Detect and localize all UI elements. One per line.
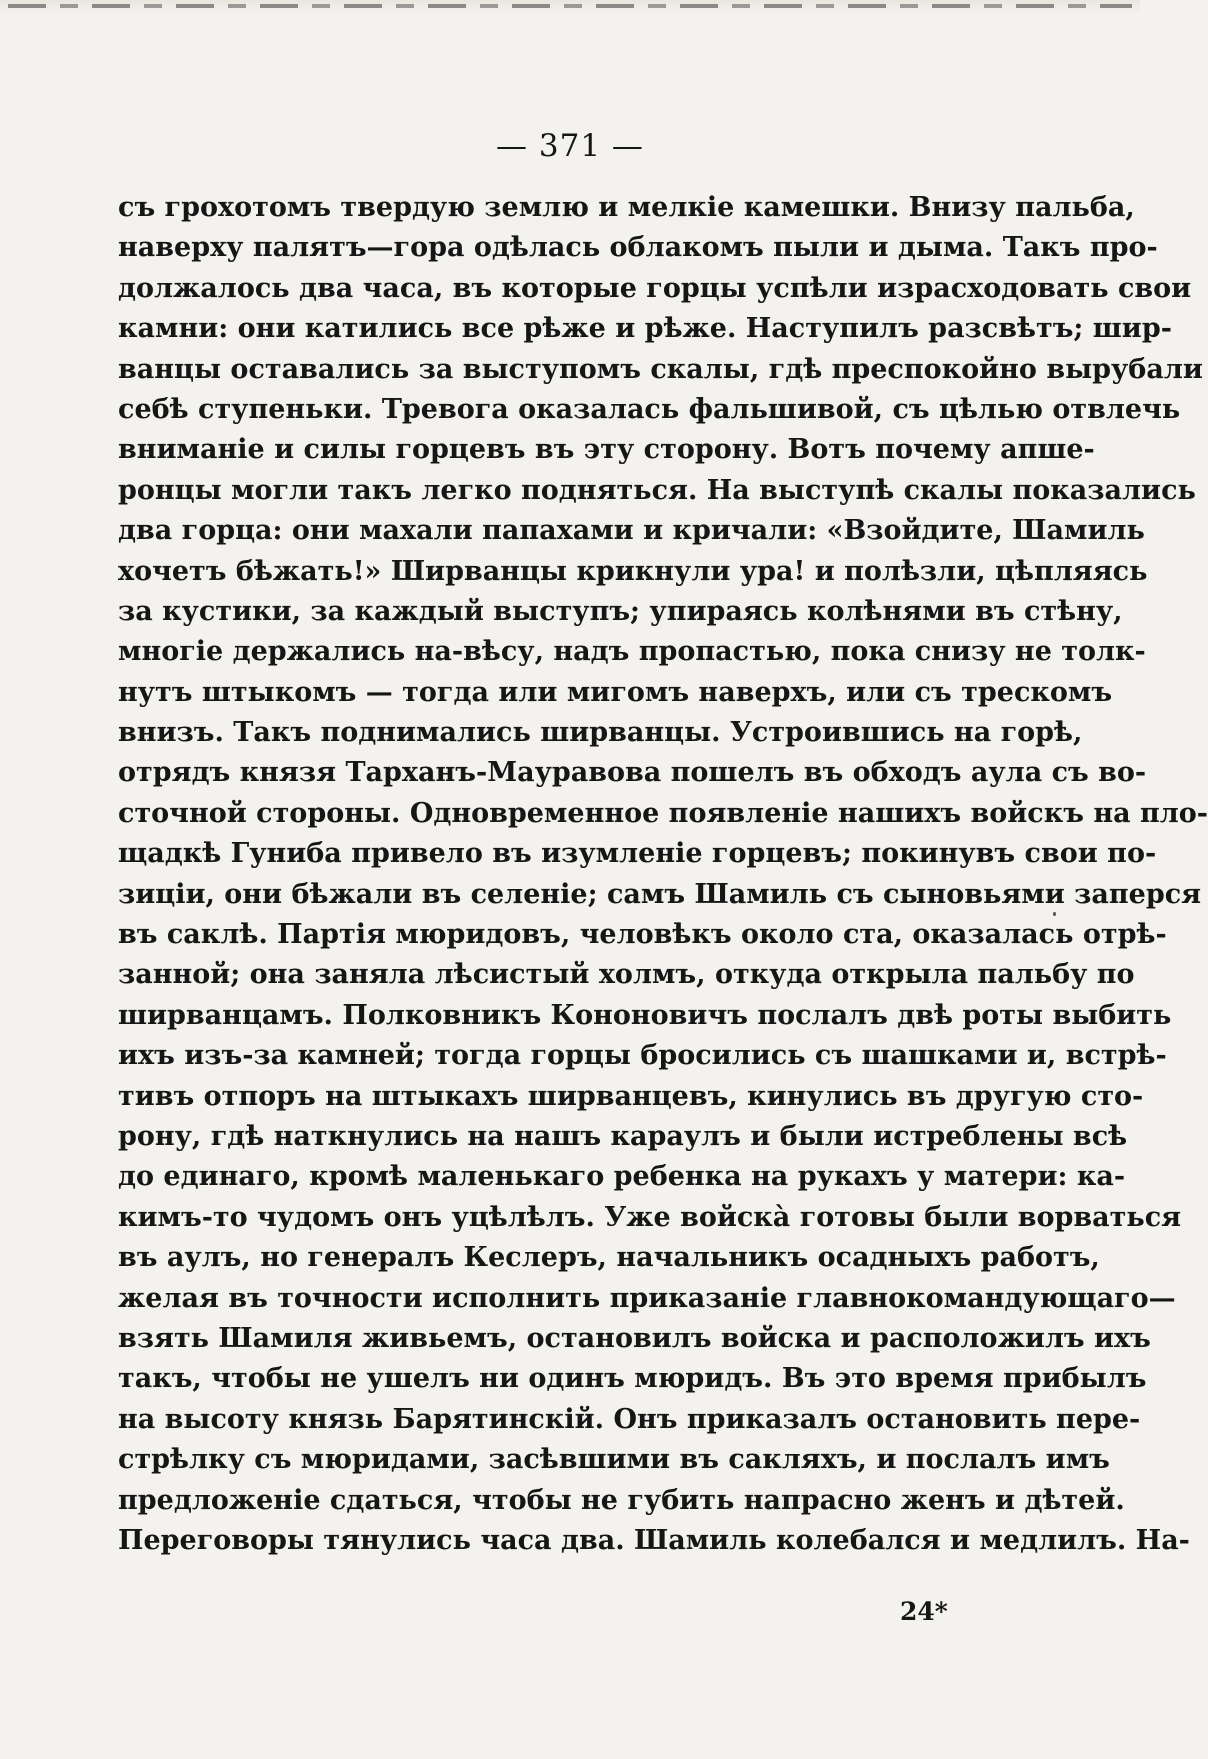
- text-line: занной; она заняла лѣсистый холмъ, откуда открыла пальбу по: [118, 959, 1135, 991]
- text-line: въ аулъ, но генералъ Кеслеръ, начальникъ осадныхъ работъ,: [118, 1242, 1100, 1274]
- text-line: зиціи, они бѣжали въ селеніе; самъ Шамиль съ сыновьями заперся: [118, 878, 1202, 910]
- scan-speck: [1053, 912, 1056, 916]
- page-number: — 371 —: [496, 128, 644, 164]
- text-line: хочетъ бѣжать!» Ширванцы крикнули ура! и полѣзли, цѣпляясь: [118, 555, 1148, 587]
- text-line: тивъ отпоръ на штыкахъ ширванцевъ, кинулись въ другую сто-: [118, 1080, 1144, 1112]
- text-line: отрядъ князя Тарханъ-Мауравова пошелъ въ обходъ аула съ во-: [118, 757, 1147, 789]
- text-line: на высоту князь Барятинскій. Онъ приказалъ остановить пере-: [118, 1403, 1141, 1435]
- text-line: въ саклѣ. Партія мюридовъ, человѣкъ около ста, оказалась отрѣ-: [118, 919, 1167, 951]
- text-line: Переговоры тянулись часа два. Шамиль колебался и медлилъ. На-: [118, 1524, 1190, 1556]
- text-line: ванцы оставались за выступомъ скалы, гдѣ преспокойно вырубали: [118, 353, 1203, 385]
- text-line: вниманіе и силы горцевъ въ эту сторону. Вотъ почему апше-: [118, 434, 1095, 466]
- text-line: до единаго, кромѣ маленькаго ребенка на рукахъ у матери: ка-: [118, 1161, 1126, 1193]
- text-line: камни: они катились все рѣже и рѣже. Наступилъ разсвѣтъ; шир-: [118, 313, 1172, 345]
- text-line: желая въ точности исполнить приказаніе главнокомандующаго—: [118, 1282, 1176, 1314]
- text-line: внизъ. Такъ поднимались ширванцы. Устроившись на горѣ,: [118, 717, 1083, 749]
- text-line: рону, гдѣ наткнулись на нашъ караулъ и были истреблены всѣ: [118, 1120, 1128, 1152]
- text-line: сточной стороны. Одновременное появленіе нашихъ войскъ на пло-: [118, 797, 1208, 829]
- text-line: щадкѣ Гуниба привело въ изумленіе горцевъ; покинувъ свои по-: [118, 838, 1157, 870]
- printer-signature-mark: 24*: [900, 1597, 948, 1626]
- text-line: взять Шамиля живьемъ, остановилъ войска и расположилъ ихъ: [118, 1322, 1151, 1354]
- text-line: должалось два часа, въ которые горцы успѣли израсходовать свои: [118, 272, 1192, 304]
- text-line: многіе держались на-вѣсу, надъ пропастью, пока снизу не толк-: [118, 636, 1146, 668]
- text-line: наверху палятъ—гора одѣлась облакомъ пыли и дыма. Такъ про-: [118, 232, 1158, 264]
- text-line: предложеніе сдаться, чтобы не губить напрасно женъ и дѣтей.: [118, 1484, 1125, 1516]
- text-line: стрѣлку съ мюридами, засѣвшими въ сакляхъ, и послалъ имъ: [118, 1444, 1110, 1476]
- text-line: кимъ-то чудомъ онъ уцѣлѣлъ. Уже войскà готовы были ворваться: [118, 1201, 1182, 1233]
- text-line: за кустики, за каждый выступъ; упираясь колѣнями въ стѣну,: [118, 595, 1123, 627]
- scan-top-rule: [8, 4, 1132, 8]
- scan-top-edge: [0, 0, 1140, 14]
- text-line: ихъ изъ-за камней; тогда горцы бросились съ шашками и, встрѣ-: [118, 1040, 1167, 1072]
- text-line: нутъ штыкомъ — тогда или мигомъ наверхъ, или съ трескомъ: [118, 676, 1113, 708]
- text-line: себѣ ступеньки. Тревога оказалась фальшивой, съ цѣлью отвлечь: [118, 393, 1181, 425]
- body-text: [118, 188, 1208, 1561]
- text-line: съ грохотомъ твердую землю и мелкіе камешки. Внизу пальба,: [118, 192, 1135, 223]
- text-line: такъ, чтобы не ушелъ ни одинъ мюридъ. Въ это время прибылъ: [118, 1363, 1147, 1395]
- text-line: ширванцамъ. Полковникъ Кононовичъ послалъ двѣ роты выбить: [118, 999, 1172, 1031]
- text-line: два горца: они махали папахами и кричали: «Взойдите, Шамиль: [118, 515, 1145, 547]
- text-line: ронцы могли такъ легко подняться. На выступѣ скалы показались: [118, 474, 1196, 506]
